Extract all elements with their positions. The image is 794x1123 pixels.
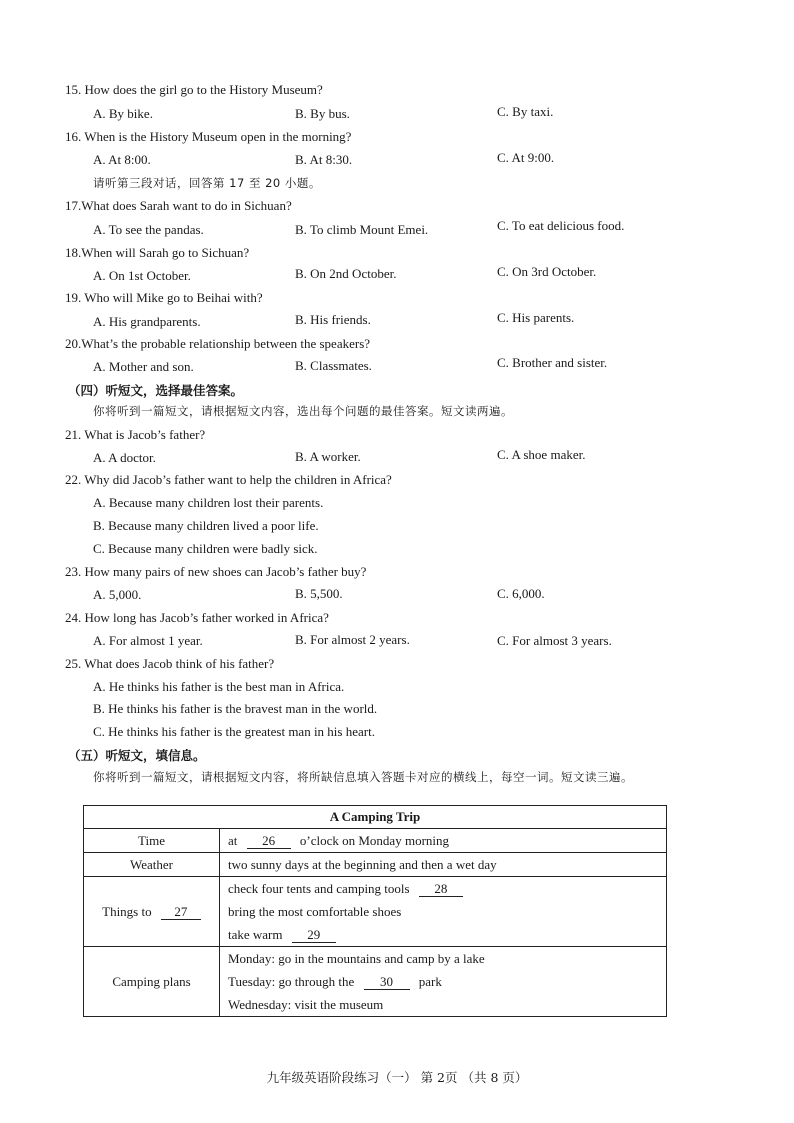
row-label-weather: Weather bbox=[84, 853, 220, 877]
question-17-option-a: A. To see the pandas. bbox=[93, 222, 204, 237]
table-title: A Camping Trip bbox=[84, 806, 667, 829]
plan-wednesday: Wednesday: visit the museum bbox=[228, 997, 384, 1012]
question-18-option-b: B. On 2nd October. bbox=[295, 266, 397, 281]
question-23-stem: 23. How many pairs of new shoes can Jacob’s father buy? bbox=[65, 564, 367, 579]
things-item-2: bring the most comfortable shoes bbox=[228, 904, 402, 919]
row-label-plans: Camping plans bbox=[84, 947, 220, 1017]
row-value-time bbox=[220, 829, 667, 853]
question-18-option-c: C. On 3rd October. bbox=[497, 264, 597, 279]
question-25-option-c: C. He thinks his father is the greatest man in his heart. bbox=[93, 724, 375, 739]
question-21-option-b: B. A worker. bbox=[295, 449, 361, 464]
question-24-stem: 24. How long has Jacob’s father worked in Africa? bbox=[65, 610, 329, 625]
page-footer: 九年级英语阶段练习（一） 第 2页 （共 8 页） bbox=[266, 1070, 528, 1085]
question-19-option-c: C. His parents. bbox=[497, 310, 575, 325]
question-22-option-b: B. Because many children lived a poor life. bbox=[93, 518, 319, 533]
blank-28[interactable]: 28 bbox=[419, 881, 463, 897]
question-22-stem: 22. Why did Jacob’s father want to help the children in Africa? bbox=[65, 472, 392, 487]
row-value-weather bbox=[220, 853, 667, 877]
question-15-option-a: A. By bike. bbox=[93, 106, 153, 121]
question-22-option-a: A. Because many children lost their parents. bbox=[93, 495, 324, 510]
row-value-plans bbox=[220, 947, 667, 1017]
question-20-option-c: C. Brother and sister. bbox=[497, 355, 608, 370]
row-value-things bbox=[220, 877, 667, 947]
blank-26[interactable]: 26 bbox=[247, 833, 291, 849]
blank-29[interactable]: 29 bbox=[292, 927, 336, 943]
blank-30[interactable]: 30 bbox=[364, 974, 410, 990]
question-24-option-c: C. For almost 3 years. bbox=[497, 633, 612, 648]
question-23-option-c: C. 6,000. bbox=[497, 586, 545, 601]
plan-monday: Monday: go in the mountains and camp by a lake bbox=[228, 951, 485, 966]
question-25-stem: 25. What does Jacob think of his father? bbox=[65, 656, 275, 671]
question-18-stem: 18.When will Sarah go to Sichuan? bbox=[65, 245, 250, 260]
question-17-option-b: B. To climb Mount Emei. bbox=[295, 222, 429, 237]
question-16-option-c: C. At 9:00. bbox=[497, 150, 555, 165]
question-24-option-b: B. For almost 2 years. bbox=[295, 632, 410, 647]
question-21-stem: 21. What is Jacob’s father? bbox=[65, 427, 206, 442]
things-label-text: Things to bbox=[102, 903, 152, 919]
question-20-stem: 20.What’s the probable relationship between the speakers? bbox=[65, 336, 371, 351]
question-16-stem: 16. When is the History Museum open in the morning? bbox=[65, 129, 352, 144]
blank-27[interactable]: 27 bbox=[161, 904, 201, 920]
dialog-3-instruction: 请听第三段对话，回答第 17 至 20 小题。 bbox=[93, 176, 321, 190]
time-suffix: o’clock on Monday morning bbox=[299, 833, 450, 848]
question-25-option-b: B. He thinks his father is the bravest man in the world. bbox=[93, 701, 378, 716]
question-15-option-c: C. By taxi. bbox=[497, 104, 554, 119]
question-21-option-c: C. A shoe maker. bbox=[497, 447, 586, 462]
plan-tuesday-prefix: Tuesday: go through the bbox=[228, 974, 355, 989]
question-20-option-a: A. Mother and son. bbox=[93, 359, 194, 374]
weather-text: two sunny days at the beginning and then a wet day bbox=[228, 857, 497, 872]
question-17-stem: 17.What does Sarah want to do in Sichuan? bbox=[65, 198, 292, 213]
question-16-option-a: A. At 8:00. bbox=[93, 152, 151, 167]
question-19-stem: 19. Who will Mike go to Beihai with? bbox=[65, 290, 263, 305]
section-4-instruction: 你将听到一篇短文，请根据短文内容，选出每个问题的最佳答案。短文读两遍。 bbox=[93, 404, 513, 418]
question-20-option-b: B. Classmates. bbox=[295, 358, 372, 373]
question-15-stem: 15. How does the girl go to the History Museum? bbox=[65, 82, 323, 97]
question-15-option-b: B. By bus. bbox=[295, 106, 350, 121]
things-item-3: take warm bbox=[228, 927, 283, 942]
section-5-title: （五）听短文，填信息。 bbox=[68, 748, 206, 763]
question-21-option-a: A. A doctor. bbox=[93, 450, 156, 465]
question-22-option-c: C. Because many children were badly sick. bbox=[93, 541, 318, 556]
plan-tuesday-suffix: park bbox=[418, 974, 442, 989]
question-19-option-a: A. His grandparents. bbox=[93, 314, 201, 329]
row-label-time: Time bbox=[84, 829, 220, 853]
question-16-option-b: B. At 8:30. bbox=[295, 152, 353, 167]
section-5-instruction: 你将听到一篇短文，请根据短文内容，将所缺信息填入答题卡对应的横线上，每空一词。短文读三遍。 bbox=[93, 770, 633, 784]
section-4-title: （四）听短文，选择最佳答案。 bbox=[68, 383, 244, 398]
question-23-option-b: B. 5,500. bbox=[295, 586, 343, 601]
row-label-things bbox=[84, 877, 220, 947]
question-24-option-a: A. For almost 1 year. bbox=[93, 633, 203, 648]
question-19-option-b: B. His friends. bbox=[295, 312, 371, 327]
things-item-1: check four tents and camping tools bbox=[228, 881, 410, 896]
question-17-option-c: C. To eat delicious food. bbox=[497, 218, 625, 233]
question-23-option-a: A. 5,000. bbox=[93, 587, 142, 602]
question-25-option-a: A. He thinks his father is the best man in Africa. bbox=[93, 679, 345, 694]
time-prefix: at bbox=[228, 833, 238, 848]
camping-trip-table bbox=[83, 805, 667, 1017]
question-18-option-a: A. On 1st October. bbox=[93, 268, 191, 283]
